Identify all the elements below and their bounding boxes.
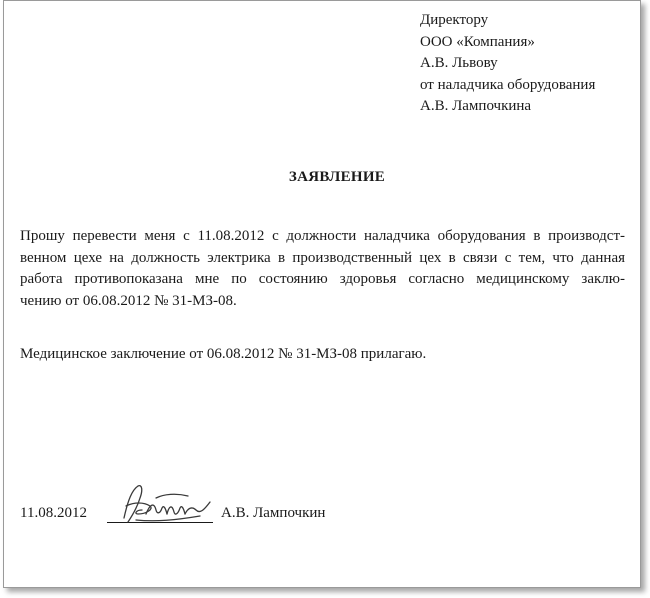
addressee-position: Директору [420, 12, 489, 28]
addressee-company: ООО «Компания» [420, 33, 535, 50]
addressee-name: А.В. Львову [420, 55, 498, 71]
sender-position: от наладчика оборудования [420, 76, 596, 93]
attachment-note: Медицинское заключение от 06.08.2012 № 31-МЗ-08 прилагаю. [20, 346, 427, 362]
document-title: ЗАЯВЛЕНИЕ [288, 169, 386, 185]
signature-date: 11.08.2012 [20, 505, 87, 521]
signatory-name: А.В. Лампочкин [221, 505, 326, 521]
handwritten-signature-icon [116, 480, 216, 530]
request-line-1: Прошу перевести меня с 11.08.2012 с должности наладчика оборудования в производст- [20, 228, 625, 244]
request-line-2: венном цехе на должность электрика в производственный цех в связи с тем, что данная [20, 249, 625, 266]
document-page [3, 0, 641, 588]
request-line-4: чению от 06.08.2012 № 31-МЗ-08. [20, 292, 237, 309]
sender-name: А.В. Лампочкина [420, 98, 532, 114]
addressee-block [420, 10, 595, 118]
request-paragraph [20, 226, 625, 312]
request-line-3: работа противопоказана мне по состоянию здоровья согласно медицинскому заклю- [20, 271, 625, 288]
